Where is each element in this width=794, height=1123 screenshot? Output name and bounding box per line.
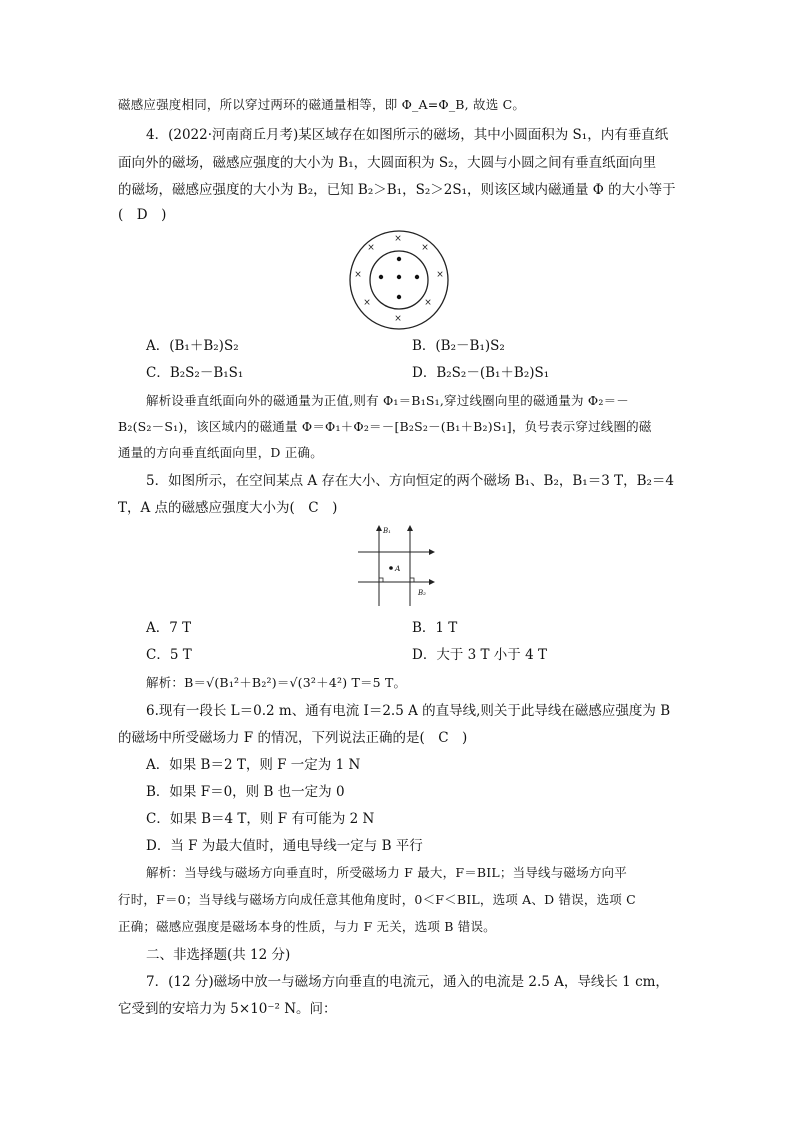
q5-line-1: 5．如图所示，在空间某点 A 存在大小、方向恒定的两个磁场 B₁、B₂，B₁＝3 T，B₂＝4 [146,473,675,489]
cross-mark: × [367,243,375,253]
cross-mark: × [394,314,402,324]
q7-line-1: 7．(12 分)磁场中放一与磁场方向垂直的电流元，通入的电流是 2.5 A，导线长 1 cm， [146,974,669,990]
q6-analysis-3: 正确；磁感应强度是磁场本身的性质，与力 F 无关，选项 B 错误。 [118,919,496,934]
q5-line-2: T，A 点的磁感应强度大小为( C ) [118,500,338,516]
b1-label: B₁ [383,527,391,535]
q5-option-c: C．5 T [146,647,192,663]
cross-mark: × [421,243,429,253]
q4-option-d: D．B₂S₂－(B₁＋B₂)S₁ [412,365,550,381]
q5-option-d: D．大于 3 T 小于 4 T [412,647,547,663]
q6-option-d: D．当 F 为最大值时，通电导线一定与 B 平行 [146,838,423,854]
dot-mark [397,257,401,261]
q4-analysis-1: 解析设垂直纸面向外的磁通量为正值,则有 Φ₁＝B₁S₁,穿过线圈向里的磁通量为 Φ₂＝－ [146,393,629,408]
q4-analysis-3: 通量的方向垂直纸面向里，D 正确。 [118,445,323,460]
q6-analysis-1: 解析：当导线与磁场方向垂直时，所受磁场力 F 最大，F＝BIL；当导线与磁场方向平 [146,865,627,880]
dot-mark [397,295,401,299]
cross-mark: × [363,298,371,308]
q6-line-1: 6.现有一段长 L＝0.2 m、通有电流 I＝2.5 A 的直导线,则关于此导线在磁感应强度为 B [146,703,671,719]
line-1: 磁感应强度相同，所以穿过两环的磁通量相等，即 Φ_A=Φ_B, 故选 C。 [118,97,526,112]
cross-mark: × [354,270,362,280]
figure-4-circles [345,227,453,333]
cross-mark: × [436,270,444,280]
point-a [389,566,393,570]
q6-option-c: C．如果 B＝4 T，则 F 有可能为 2 N [146,811,375,827]
q6-option-b: B．如果 F＝0，则 B 也一定为 0 [146,784,345,800]
q6-line-2: 的磁场中所受磁场力 F 的情况，下列说法正确的是( C ) [118,730,468,746]
q5-analysis: 解析：B＝√(B₁²＋B₂²)＝√(3²＋4²) T＝5 T。 [146,675,407,690]
section-heading: 二、非选择题(共 12 分) [146,947,291,963]
q4-analysis-2: B₂(S₂－S₁)，该区域内的磁通量 Φ＝Φ₁＋Φ₂＝－[B₂S₂－(B₁＋B₂)S₁]，负号表示穿过线圈的磁 [118,419,652,434]
q6-option-a: A．如果 B＝2 T，则 F 一定为 1 N [146,757,361,773]
q4-option-a: A．(B₁＋B₂)S₂ [146,338,239,354]
q7-line-2: 它受到的安培力为 5×10⁻² N。问： [118,1001,337,1017]
q6-analysis-2: 行时，F＝0；当导线与磁场方向成任意其他角度时，0＜F＜BIL，选项 A、D 错误，选项 C [118,892,636,907]
q5-option-a: A．7 T [146,620,192,636]
point-a-label: A [395,564,401,573]
cross-mark: × [424,298,432,308]
dot-mark [415,275,419,279]
cross-mark: × [394,234,402,244]
figure-5-fields [352,522,440,608]
q4-option-c: C．B₂S₂－B₁S₁ [146,365,244,381]
q4-line-4: ( D ) [118,207,167,223]
q4-line-1: 4．(2022·河南商丘月考)某区域存在如图所示的磁场，其中小圆面积为 S₁，内有垂直纸 [146,127,669,143]
dot-mark [397,275,401,279]
q4-line-2: 面向外的磁场，磁感应强度的大小为 B₁，大圆面积为 S₂，大圆与小圆之间有垂直纸面向里 [118,155,657,171]
q4-option-b: B．(B₂－B₁)S₂ [412,338,505,354]
q5-option-b: B．1 T [412,620,458,636]
q4-line-3: 的磁场，磁感应强度的大小为 B₂，已知 B₂＞B₁，S₂＞2S₁，则该区域内磁通量 Φ 的大小等于 [118,182,676,198]
dot-mark [379,275,383,279]
b2-label: B₂ [418,589,426,597]
